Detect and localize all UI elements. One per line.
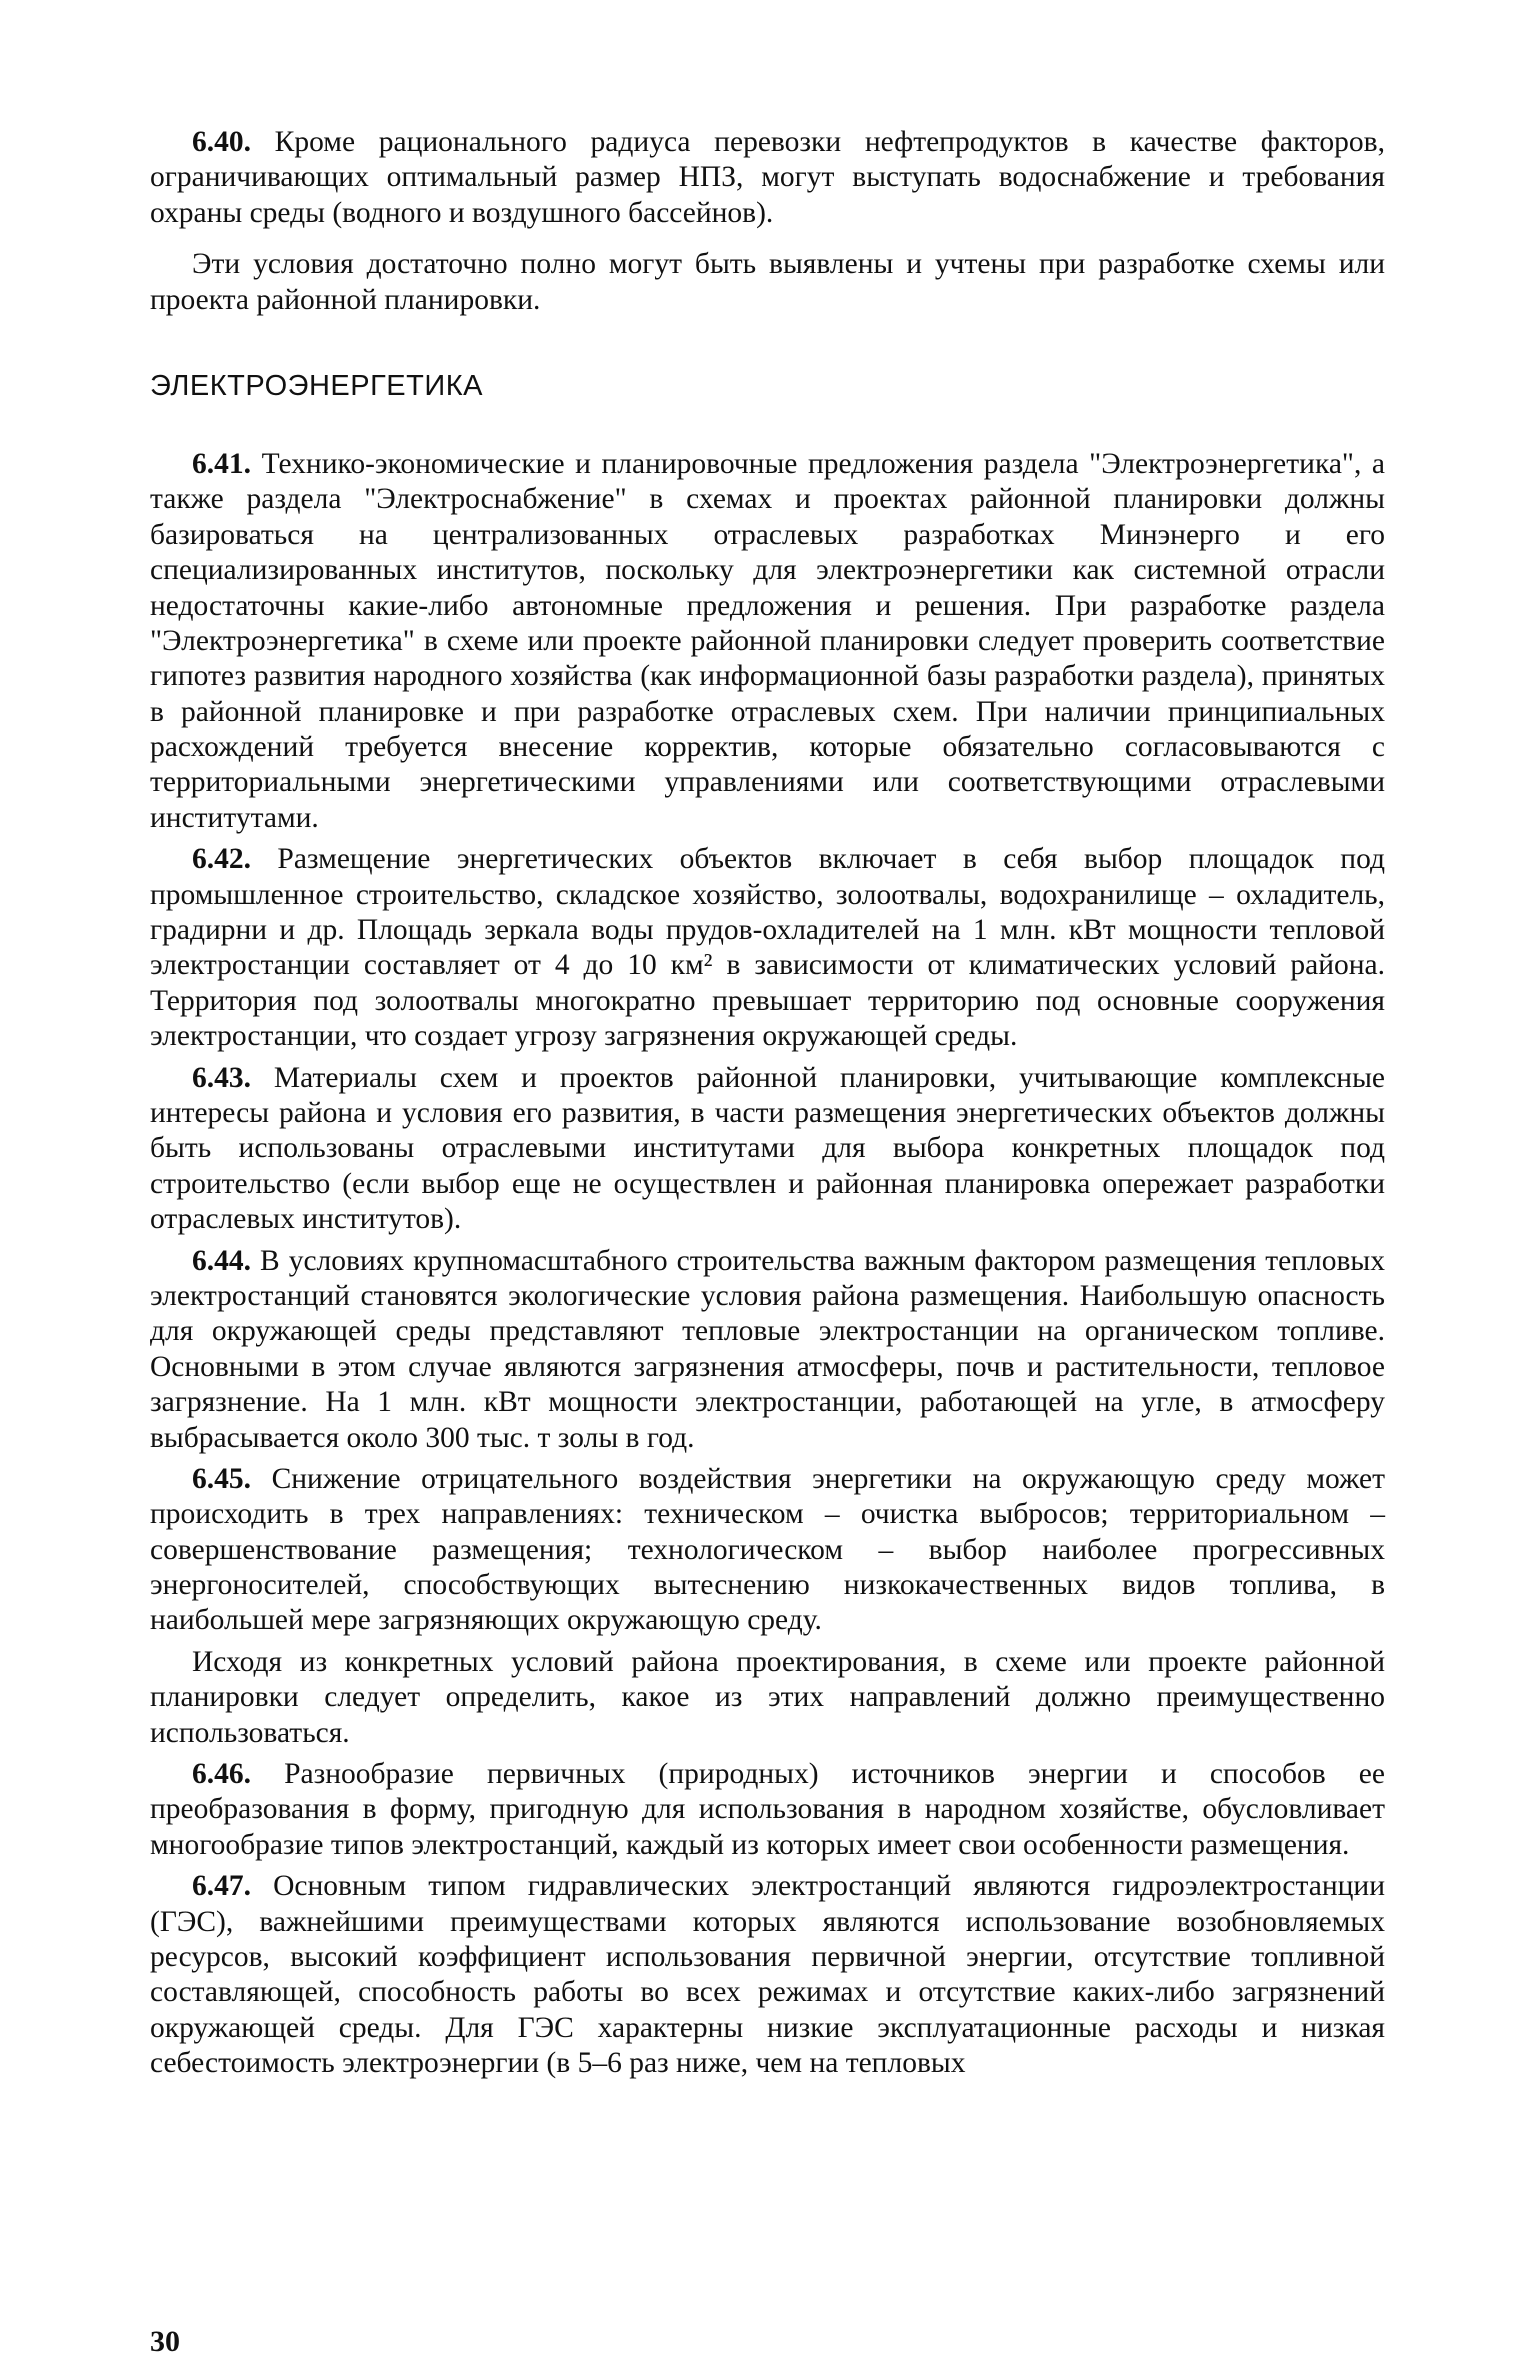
section-title: ЭЛЕКТРОЭНЕРГЕТИКА [150,369,483,402]
paragraph-number: 6.47. [192,1870,251,1903]
paragraph-6-45-cont [150,1645,1385,1751]
paragraph-text: Технико-экономические и планировочные предложения раздела "Электроэнергетика", а также раздела "Электроснабжение" в схемах и проектах районной планировки должны базироваться на централизованных отраслевых разработках Минэнерго и его специализированных институтов, поскольку для электроэнергетики как системной отрасли недостаточны какие-либо автономные предложения и решения. При разработке раздела "Электроэнергетика" в схеме или проекте районной планировки следует проверить соответствие гипотез развития народного хозяйства (как информационной базы разработки раздела), принятых в районной планировке и при разработке отраслевых схем. При наличии принципиальных расхождений требуется внесение корректив, которые обязательно согласовываются с территориальными энергетическими управлениями или соответствующими отраслевыми институтами. [150,447,1385,834]
paragraph-number: 6.44. [192,1244,251,1277]
paragraph-6-40 [150,125,1385,231]
paragraph-6-44 [150,1244,1385,1456]
page-body [150,125,1385,2082]
paragraph-number: 6.40. [192,126,251,158]
paragraph-number: 6.46. [192,1758,251,1791]
paragraph-6-42 [150,842,1385,1054]
paragraph-text: Размещение энергетических объектов включает в себя выбор площадок под промышленное строительство, складское хозяйство, золоотвалы, водохранилище – охладитель, градирни и др. Площадь зеркала воды прудов-охладителей на 1 млн. кВт мощности тепловой электростанции составляет от 4 до 10 км² в зависимости от климатических условий района. Территория под золоотвалы многократно превышает территорию под основные сооружения электростанции, что создает угрозу загрязнения окружающей среды. [150,843,1385,1053]
paragraph-text: Исходя из конкретных условий района проектирования, в схеме или проекте районной планировки следует определить, какое из этих направлений должно преимущественно использоваться. [150,1645,1385,1749]
paragraph-6-46 [150,1757,1385,1863]
page-number: 30 [150,2325,180,2358]
paragraph-text: Основным типом гидравлических электростанций являются гидроэлектростанции (ГЭС), важнейшими преимуществами которых являются использование возобновляемых ресурсов, высокий коэффициент использования первичной энергии, отсутствие топливной составляющей, способность работы во всех режимах и отсутствие каких-либо загрязнений окружающей среды. Для ГЭС характерны низкие эксплуатационные расходы и низкая себестоимость электроэнергии (в 5–6 раз ниже, чем на тепловых [150,1870,1385,2080]
paragraph-6-41 [150,447,1385,836]
paragraph-6-40-cont [150,247,1385,318]
paragraph-number: 6.41. [192,447,251,480]
paragraph-6-47 [150,1869,1385,2081]
paragraph-text: В условиях крупномасштабного строительства важным фактором размещения тепловых электростанций становятся экологические условия района размещения. Наибольшую опасность для окружающей среды представляют тепловые электростанции на органическом топливе. Основными в этом случае являются загрязнения атмосферы, почв и растительности, тепловое загрязнение. На 1 млн. кВт мощности электростанции, работающей на угле, в атмосферу выбрасывается около 300 тыс. т золы в год. [150,1244,1385,1454]
paragraph-text: Снижение отрицательного воздействия энергетики на окружающую среду может происходить в трех направлениях: техническом – очистка выбросов; территориальном – совершенствование размещения; технологическом – выбор наиболее прогрессивных энергоносителей, способствующих вытеснению низкокачественных видов топлива, в наибольшей мере загрязняющих окружающую среду. [150,1462,1385,1637]
paragraph-6-45 [150,1462,1385,1639]
paragraph-text: Кроме рационального радиуса перевозки нефтепродуктов в качестве факторов, ограничивающих оптимальный размер НПЗ, могут выступать водоснабжение и требования охраны среды (водного и воздушного бассейнов). [150,126,1385,229]
paragraph-text: Материалы схем и проектов районной планировки, учитывающие комплексные интересы района и условия его развития, в части размещения энергетических объектов должны быть использованы отраслевыми институтами для выбора конкретных площадок под строительство (если выбор еще не осуществлен и районная планировка опережает разработки отраслевых институтов). [150,1061,1385,1236]
paragraph-text: Эти условия достаточно полно могут быть выявлены и учтены при разработке схемы или проекта районной планировки. [150,248,1385,316]
paragraph-number: 6.42. [192,843,251,876]
paragraph-text: Разнообразие первичных (природных) источников энергии и способов ее преобразования в форму, пригодную для использования в народном хозяйстве, обусловливает многообразие типов электростанций, каждый из которых имеет свои особенности размещения. [150,1758,1385,1861]
paragraph-number: 6.45. [192,1462,251,1495]
paragraph-number: 6.43. [192,1061,251,1094]
paragraph-6-43 [150,1061,1385,1238]
